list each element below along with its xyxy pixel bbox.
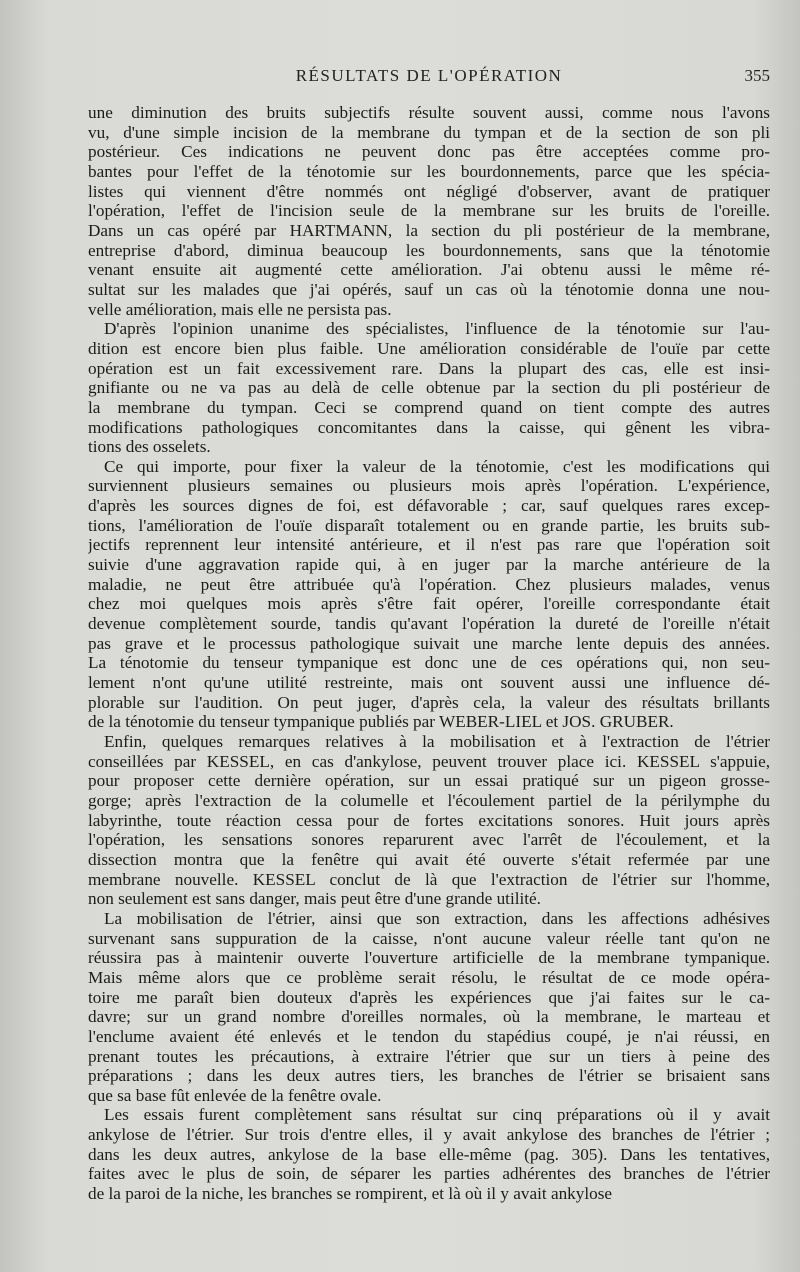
text-line: D'après l'opinion unanime des spécialistes, l'influence de la ténotomie sur l'au-	[104, 319, 770, 339]
text-line: tions des osselets.	[88, 437, 211, 457]
text-line: plorable sur l'audition. On peut juger, d'après cela, la valeur des résultats brillants	[88, 692, 770, 712]
running-title: RÉSULTATS DE L'OPÉRATION	[295, 66, 563, 85]
text-line: l'opération, les sensations sonores reparurent avec l'arrêt de l'écoulement, et la	[88, 830, 770, 850]
page-header	[88, 66, 770, 94]
text-line: de la paroi de la niche, les branches se rompirent, et là où il y avait ankylose	[88, 1184, 613, 1204]
text-line: maladie, ne peut être attribuée qu'à l'opération. Chez plusieurs malades, venus	[88, 574, 770, 594]
text-line: tions, l'amélioration de l'ouïe disparaît totalement ou en grande partie, les bruits sub-	[88, 515, 770, 535]
text-line: opération est un fait excessivement rare. Dans la plupart des cas, elle est insi-	[88, 358, 770, 378]
text-line: sultat sur les malades que j'ai opérés, sauf un cas où la ténotomie donna une nou-	[88, 279, 770, 299]
text-line: survenant sans suppuration de la caisse, n'ont aucune valeur réelle tant qu'on ne	[88, 928, 770, 948]
text-line: entreprise d'abord, diminua beaucoup les bourdonnements, sans que la ténotomie	[88, 240, 770, 260]
text-line: que sa base fût enlevée de la fenêtre ovale.	[88, 1085, 382, 1105]
text-line: de la ténotomie du tenseur tympanique publiés par WEBER-LIEL et JOS. GRUBER.	[88, 712, 674, 732]
text-line: modifications pathologiques concomitantes dans la caisse, qui gênent les vibra-	[88, 417, 770, 437]
text-line: dissection montra que la fenêtre qui avait été ouverte s'était refermée par une	[88, 849, 770, 869]
text-line: préparations ; dans les deux autres tiers, les branches de l'étrier se brisaient sans	[88, 1066, 770, 1086]
text-line: La ténotomie du tenseur tympanique est donc une de ces opérations qui, non seu-	[88, 653, 770, 673]
text-line: gnifiante ou ne va pas au delà de celle obtenue par la section du pli postérieur de	[88, 378, 770, 398]
text-line: faites avec le plus de soin, de séparer les parties adhérentes des branches de l'étrier	[88, 1164, 770, 1184]
text-line: Les essais furent complètement sans résultat sur cinq préparations où il y avait	[104, 1105, 770, 1125]
text-line: postérieur. Ces indications ne peuvent donc pas être acceptées comme pro-	[88, 142, 770, 162]
text-line: suivie d'une aggravation rapide qui, à en juger par la marche antérieure de la	[88, 555, 770, 575]
text-line: venant ensuite ait augmenté cette amélioration. J'ai obtenu aussi le même ré-	[88, 260, 770, 280]
text-line: ankylose de l'étrier. Sur trois d'entre elles, il y avait ankylose des branches de l'étrier ;	[88, 1125, 770, 1145]
text-line: listes qui viennent d'être nommés ont négligé d'observer, avant de pratiquer	[88, 181, 770, 201]
text-line: d'après les sources dignes de foi, est défavorable ; car, sauf quelques rares excep-	[88, 496, 770, 516]
text-line: chez moi quelques mois après s'être fait opérer, l'oreille correspondante était	[88, 594, 770, 614]
text-line: vu, d'une simple incision de la membrane du tympan et de la section de son pli	[88, 122, 770, 142]
paragraph	[88, 1105, 770, 1203]
paragraph	[88, 457, 770, 732]
body-text	[88, 103, 770, 1204]
text-line: labyrinthe, toute réaction cessa pour de fortes excitations sonores. Huit jours après	[88, 810, 770, 830]
text-line: dans les deux autres, ankylose de la base elle-même (pag. 305). Dans les tentatives,	[88, 1144, 770, 1164]
text-line: lement n'ont qu'une utilité restreinte, mais ont souvent aussi une influence dé-	[88, 673, 770, 693]
text-line: devenue complètement sourde, tandis qu'avant l'opération la dureté de l'oreille n'était	[88, 614, 770, 634]
text-line: dition est encore bien plus faible. Une amélioration considérable de l'ouïe par cette	[88, 338, 770, 358]
text-line: la membrane du tympan. Ceci se comprend quand on tient compte des autres	[88, 397, 770, 417]
paragraph	[88, 732, 770, 909]
text-line: gorge; après l'extraction de la columelle et l'écoulement partiel de la périlymphe du	[88, 790, 770, 810]
text-line: conseillées par KESSEL, en cas d'ankylose, peuvent trouver place ici. KESSEL s'appuie,	[88, 751, 770, 771]
text-line: membrane nouvelle. KESSEL conclut de là que l'extraction de l'étrier sur l'homme,	[88, 869, 770, 889]
text-line: réussira pas à maintenir ouverte l'ouverture artificielle de la membrane tympanique.	[88, 948, 770, 968]
text-line: jectifs reprennent leur intensité antérieure, et il n'est pas rare que l'opération soit	[88, 535, 770, 555]
text-line: Enfin, quelques remarques relatives à la mobilisation et à l'extraction de l'étrier	[104, 732, 770, 751]
paragraph	[88, 103, 770, 319]
page-number: 355	[744, 66, 770, 85]
text-line: Mais même alors que ce problème serait résolu, le résultat de ce mode opéra-	[88, 967, 770, 987]
text-line: pas grave et le processus pathologique suivait une marche lente depuis des années.	[88, 633, 770, 653]
text-line: prenant toutes les précautions, à extraire l'étrier que sur un tiers à peine des	[88, 1046, 770, 1066]
text-line: toire me paraît bien douteux d'après les expériences que j'ai faites sur le ca-	[88, 987, 770, 1007]
paragraph	[88, 319, 770, 457]
text-line: Ce qui importe, pour fixer la valeur de la ténotomie, c'est les modifications qui	[104, 456, 770, 476]
text-line: davre; sur un grand nombre d'oreilles normales, où la membrane, le marteau et	[88, 1007, 770, 1027]
text-line: pour proposer cette dernière opération, sur un essai pratiqué sur un pigeon grosse-	[88, 771, 770, 791]
text-line: l'opération, l'effet de l'incision seule de la membrane sur les bruits de l'oreille.	[88, 201, 770, 221]
text-line: surviennent plusieurs semaines ou plusieurs mois après l'opération. L'expérience,	[88, 476, 770, 496]
text-line: une diminution des bruits subjectifs résulte souvent aussi, comme nous l'avons	[88, 103, 770, 122]
text-line: bantes pour l'effet de la ténotomie sur les bourdonnements, parce que les spécia-	[88, 161, 770, 181]
text-line: l'enclume avaient été enlevés et le tendon du stapédius coupé, je n'ai réussi, en	[88, 1026, 770, 1046]
text-line: Dans un cas opéré par HARTMANN, la section du pli postérieur de la membrane,	[88, 220, 770, 240]
text-line: La mobilisation de l'étrier, ainsi que son extraction, dans les affections adhésives	[104, 908, 770, 928]
paragraph	[88, 909, 770, 1106]
text-line: velle amélioration, mais elle ne persista pas.	[88, 299, 392, 319]
text-line: non seulement est sans danger, mais peut être d'une grande utilité.	[88, 889, 541, 909]
